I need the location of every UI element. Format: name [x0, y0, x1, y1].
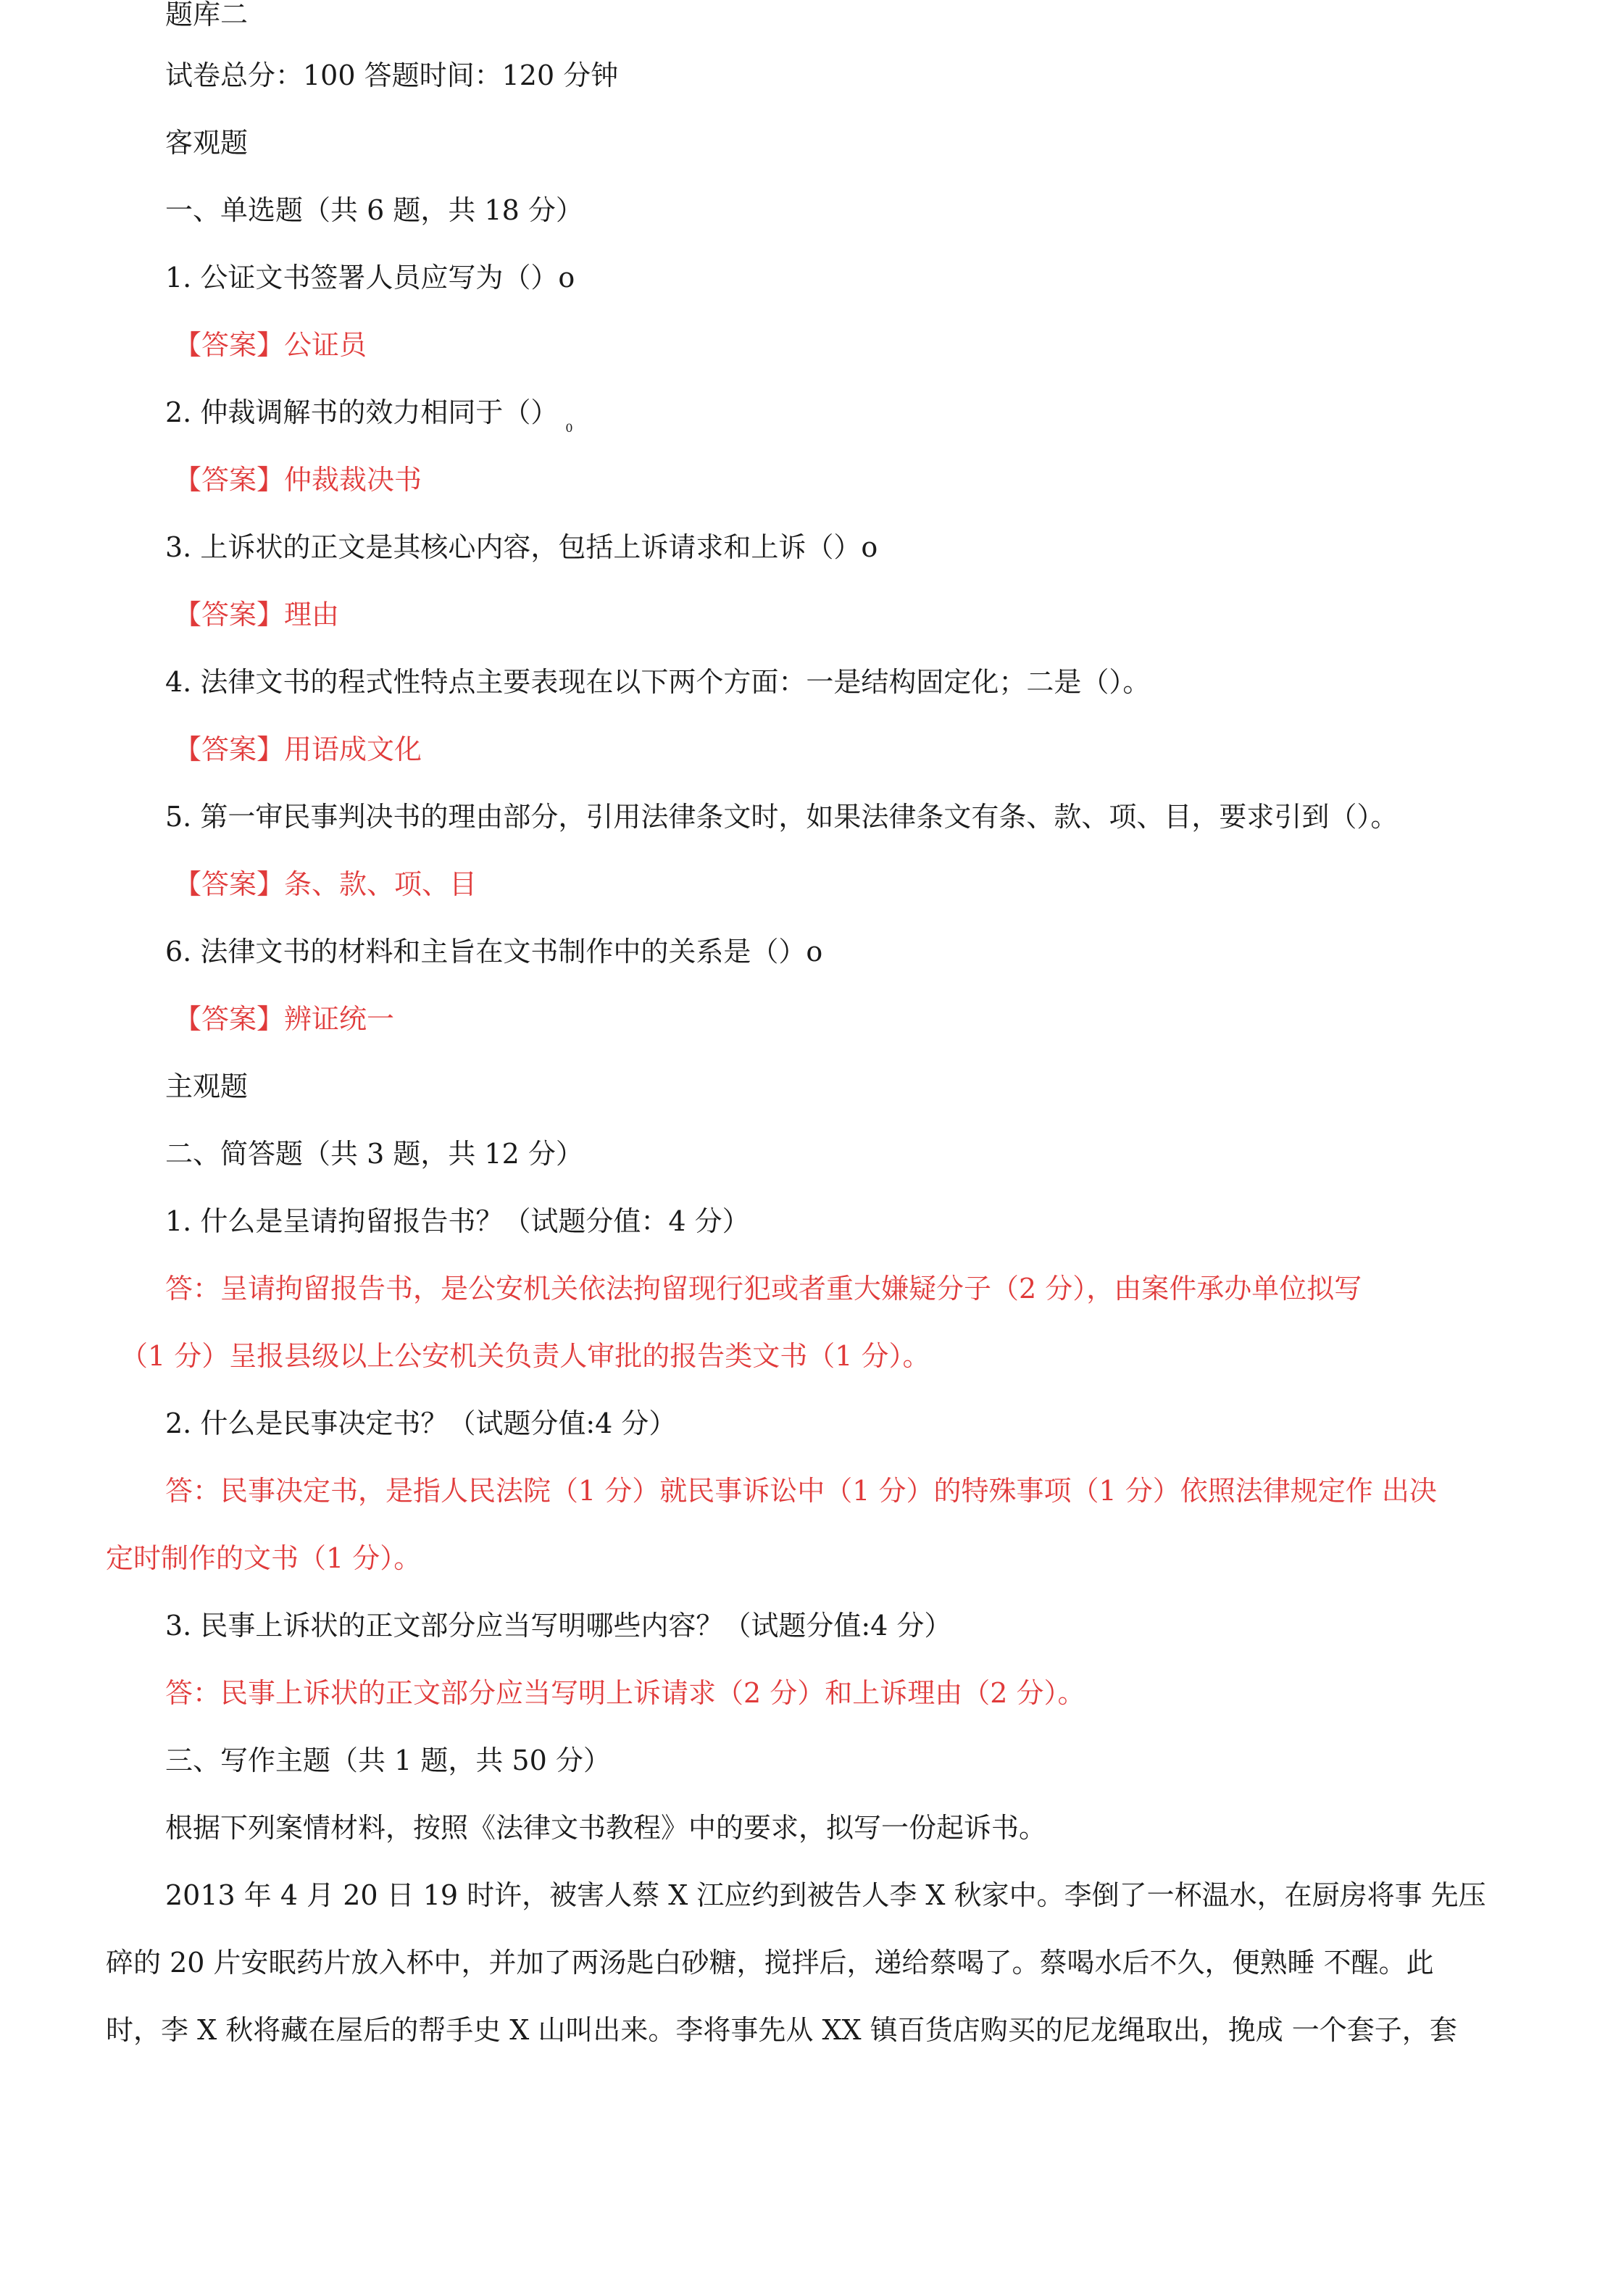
answer-5: 【答案】条、款、项、目	[174, 868, 478, 900]
short-answer-3: 答：民事上诉状的正文部分应当写明上诉请求（2 分）和上诉理由（2 分）。	[165, 1677, 1085, 1709]
question-1: 1. 公证文书签署人员应写为（）o	[165, 262, 575, 294]
question-2-text: 2. 仲裁调解书的效力相同于（）	[165, 396, 559, 428]
short-answer-1-line-1: 答：呈请拘留报告书，是公安机关依法拘留现行犯或者重大嫌疑分子（2 分），由案件承办单位拟写	[165, 1273, 1362, 1305]
subjective-label: 主观题	[165, 1070, 249, 1102]
short-answer-1-line-2: （1 分）呈报县级以上公安机关负责人审批的报告类文书（1 分）。	[120, 1340, 930, 1372]
short-question-3: 3. 民事上诉状的正文部分应当写明哪些内容？（试题分值:4 分）	[165, 1610, 952, 1642]
question-5: 5. 第一审民事判决书的理由部分，引用法律条文时，如果法律条文有条、款、项、目，要求引到（）。	[165, 801, 1399, 833]
question-2	[165, 395, 573, 446]
short-question-2: 2. 什么是民事决定书？（试题分值:4 分）	[165, 1407, 677, 1439]
question-2-mark: 0	[565, 421, 573, 435]
case-line-1: 2013 年 4 月 20 日 19 时许，被害人蔡 X 江应约到被告人李 X 秋家中。李倒了一杯温水，在厨房将事 先压	[165, 1879, 1486, 1911]
exam-info: 试卷总分：100 答题时间：120 分钟	[165, 59, 619, 91]
case-line-2: 碎的 20 片安眠药片放入杯中，并加了两汤匙白砂糖，搅拌后，递给蔡喝了。蔡喝水后不久，便熟睡 不醒。此	[106, 1947, 1434, 1979]
answer-6: 【答案】辨证统一	[174, 1003, 395, 1035]
question-3: 3. 上诉状的正文是其核心内容，包括上诉请求和上诉（）o	[165, 531, 878, 563]
short-answer-2-line-1: 答：民事决定书，是指人民法院（1 分）就民事诉讼中（1 分）的特殊事项（1 分）依照法律规定作 出决	[165, 1475, 1437, 1507]
section-title-writing: 三、写作主题（共 1 题，共 50 分）	[165, 1744, 611, 1776]
answer-2: 【答案】仲裁裁决书	[174, 464, 422, 496]
answer-1: 【答案】公证员	[174, 329, 367, 361]
question-6: 6. 法律文书的材料和主旨在文书制作中的关系是（）o	[165, 936, 823, 968]
objective-label: 客观题	[165, 127, 249, 159]
short-answer-2-line-2: 定时制作的文书（1 分）。	[106, 1542, 422, 1574]
short-question-1: 1. 什么是呈请拘留报告书？（试题分值：4 分）	[165, 1205, 750, 1237]
case-line-3: 时，李 X 秋将藏在屋后的帮手史 X 山叫出来。李将事先从 XX 镇百货店购买的尼龙绳取出，挽成 一个套子，套	[106, 2014, 1457, 2046]
answer-4: 【答案】用语成文化	[174, 733, 422, 765]
bank-title: 题库二	[165, 0, 249, 30]
writing-instruction: 根据下列案情材料，按照《法律文书教程》中的要求，拟写一份起诉书。	[165, 1812, 1047, 1844]
section-title-short-answer: 二、简答题（共 3 题，共 12 分）	[165, 1138, 583, 1170]
section-title-single-choice: 一、单选题（共 6 题，共 18 分）	[165, 194, 583, 226]
answer-3: 【答案】理由	[174, 599, 340, 631]
question-4: 4. 法律文书的程式性特点主要表现在以下两个方面：一是结构固定化；二是（）。	[165, 666, 1151, 698]
